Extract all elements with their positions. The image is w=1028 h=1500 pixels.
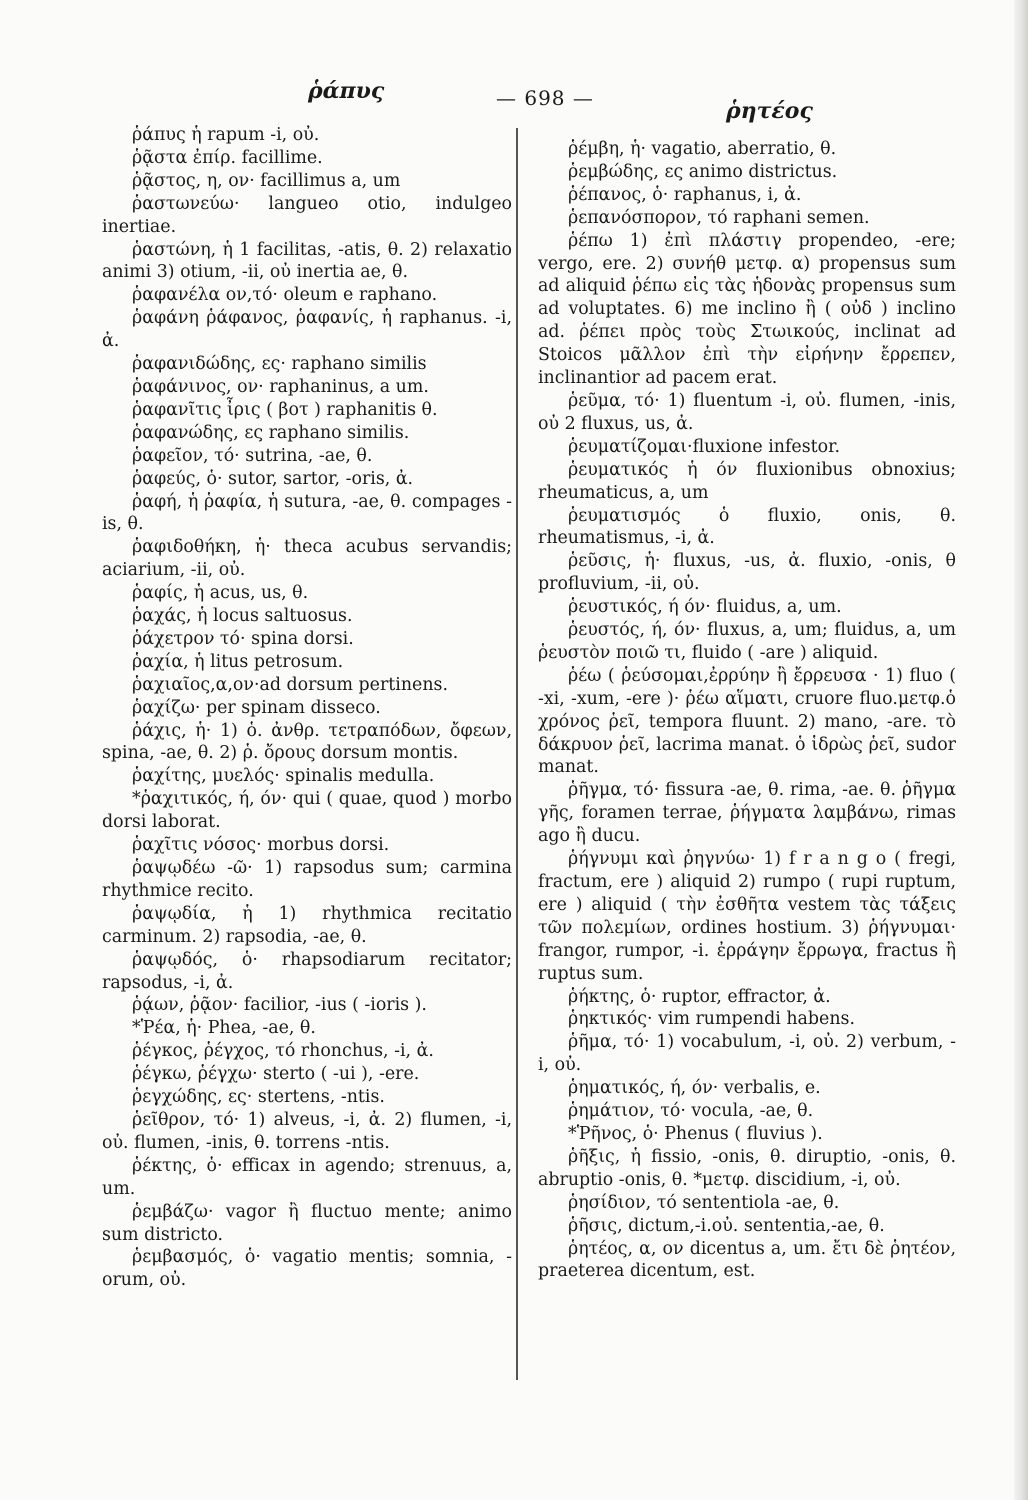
dictionary-entry: ῥαφάνη ῥάφανος, ῥαφανίς, ἡ raphanus. -i, ἀ.: [102, 308, 512, 352]
dictionary-entry: ῥεῦμα, τό· 1) fluentum -i, οὐ. flumen, -inis, οὐ 2 fluxus, us, ἀ.: [538, 390, 956, 434]
dictionary-entry: ῥέω ( ῥεύσομαι,ἐρρύην ἢ ἔρρευσα · 1) fluo ( -xi, -xum, -ere )· ῥέω αἵματι, cruore fluo.μετφ.ὁ χρόνος ῥεῖ, tempora fluunt. 2) mano, -are. τὸ δάκρυον ῥεῖ, lacrima manat. ὁ ἱδρὼς ῥεῖ, sudor manat.: [538, 665, 956, 778]
dictionary-entry: ῥάπυς ἡ rapum -i, οὐ.: [132, 125, 320, 145]
dictionary-entry: ῥαφάνινος, ον· raphaninus, a um.: [132, 376, 429, 397]
dictionary-entry: ῥαχίζω· per spinam disseco.: [132, 697, 381, 718]
dictionary-entry: ῥητέος, α, ον dicentus a, um. ἔτι δὲ ῥητέον, praeterea dicentum, est.: [538, 1238, 956, 1282]
dictionary-entry: ῥήκτης, ὁ· ruptor, effractor, ἀ.: [568, 986, 831, 1007]
right-running-headword: ῥητέος: [726, 98, 813, 124]
dictionary-entry: ῥᾷστα ἐπίρ. facillime.: [132, 147, 323, 168]
dictionary-entry: ῥάχις, ἡ· 1) ὁ. ἀνθρ. τετραπόδων, ὄφεων, spina, -ae, θ. 2) ῥ. ὄρους dorsum montis.: [102, 720, 512, 764]
dictionary-entry: ῥαφανιδώδης, ες· raphano similis: [132, 354, 427, 375]
dictionary-entry: ῥεῖθρον, τό· 1) alveus, -i, ἀ. 2) flumen, -i, οὐ. flumen, -inis, θ. torrens -ntis.: [102, 1109, 512, 1153]
dictionary-entry: ῥέγκος, ῥέγχος, τό rhonchus, -i, ἀ.: [132, 1041, 434, 1062]
dictionary-entry: ῥεῦσις, ἡ· fluxus, -us, ἀ. fluxio, -onis, θ profluvium, -ii, οὐ.: [538, 551, 956, 595]
dictionary-entry: *Ῥῆνος, ὁ· Phenus ( fluvius ).: [568, 1123, 823, 1144]
dictionary-entry: ῥεμβώδης, ες animo districtus.: [568, 161, 838, 182]
dictionary-entry: ῥαφεύς, ὁ· sutor, sartor, -oris, ἀ.: [132, 468, 414, 489]
dictionary-entry: ῥαφανέλα ον,τό· oleum e raphano.: [132, 285, 438, 306]
dictionary-entry: ῥαψῳδέω -ῶ· 1) rapsodus sum; carmina rhythmice recito.: [102, 858, 512, 901]
dictionary-entry: ῥαχίτης, μυελός· spinalis medulla.: [132, 766, 435, 787]
page-number: — 698 —: [496, 86, 594, 110]
dictionary-entry: ῥαψῳδία, ἡ 1) rhythmica recitatio carminum. 2) rapsodia, -ae, θ.: [102, 903, 512, 947]
dictionary-entry: ῥεγχώδης, ες· stertens, -ntis.: [132, 1087, 385, 1108]
dictionary-entry: ῥαστώνη, ἡ 1 facilitas, -atis, θ. 2) relaxatio animi 3) otium, -ii, οὐ inertia ae, θ.: [102, 239, 512, 283]
dictionary-entry: ῥῆγμα, τό· fissura -ae, θ. rima, -ae. θ. ῥῆγμα γῆς, foramen terrae, ῥήγματα λαμβάνω, rimas ago ἢ ducu.: [538, 780, 956, 847]
dictionary-entry: ῥευματισμός ὁ fluxio, onis, θ. rheumatismus, -i, ἀ.: [538, 505, 956, 549]
column-divider: [516, 128, 518, 1380]
dictionary-entry: ῥαφανώδης, ες raphano similis.: [132, 422, 410, 443]
right-column: [538, 138, 956, 1283]
dictionary-entry: ῥέκτης, ὁ· efficax in agendo; strenuus, a, um.: [102, 1155, 512, 1199]
dictionary-entry: ῥᾷστος, η, ον· facillimus a, um: [132, 170, 401, 191]
dictionary-entry: ῥηκτικός· vim rumpendi habens.: [568, 1009, 855, 1030]
dictionary-entry: ῥαφίς, ἡ acus, us, θ.: [132, 583, 309, 604]
dictionary-entry: ῥαχῖτις νόσος· morbus dorsi.: [132, 835, 390, 856]
dictionary-entry: ῥαφή, ἡ ῥαφία, ἡ sutura, -ae, θ. compages -is, θ.: [102, 491, 512, 535]
left-column: [102, 124, 512, 1292]
dictionary-entry: *ῥαχιτικός, ή, όν· qui ( quae, quod ) morbo dorsi laborat.: [102, 789, 512, 833]
dictionary-entry: ῥῆσις, dictum,-i.οὐ. sententia,-ae, θ.: [568, 1215, 885, 1236]
dictionary-entry: ῥαφιδοθήκη, ἡ· theca acubus servandis; aciarium, -ii, οὐ.: [102, 537, 512, 581]
dictionary-entry: ῥέμβη, ἡ· vagatio, aberratio, θ.: [568, 139, 837, 159]
dictionary-entry: ῥέγκω, ῥέγχω· sterto ( -ui ), -ere.: [132, 1064, 420, 1085]
dictionary-entry: ῥηματικός, ή, όν· verbalis, e.: [568, 1078, 821, 1099]
dictionary-entry: ῥεπανόσπορον, τό raphani semen.: [568, 207, 870, 228]
dictionary-entry: ῥαχία, ἡ litus petrosum.: [132, 651, 344, 672]
dictionary-entry: ῥαφεῖον, τό· sutrina, -ae, θ.: [132, 445, 373, 466]
dictionary-entry: ῥᾴων, ῥᾷον· facilior, -ius ( -ioris ).: [132, 995, 427, 1016]
page-edge-shadow: [1014, 0, 1028, 1500]
dictionary-entry: ῥαφανῖτις ἶρις ( βοτ ) raphanitis θ.: [132, 399, 438, 420]
dictionary-entry: ῥῆμα, τό· 1) vocabulum, -i, οὐ. 2) verbum, -i, οὐ.: [538, 1032, 956, 1076]
dictionary-entry: ῥῆξις, ἡ fissio, -onis, θ. diruptio, -onis, θ. abruptio -onis, θ. *μετφ. discidium, -i, οὐ.: [538, 1146, 956, 1190]
dictionary-entry: ῥάχετρον τό· spina dorsi.: [132, 628, 354, 649]
dictionary-entry: ῥεμβασμός, ὁ· vagatio mentis; somnia, -orum, οὐ.: [102, 1247, 512, 1291]
dictionary-entry: ῥαστωνεύω· langueo otio, indulgeo inertiae.: [102, 193, 512, 237]
dictionary-entry: ῥαψῳδός, ὁ· rhapsodiarum recitator; rapsodus, -i, ἀ.: [102, 949, 512, 993]
dictionary-entry: ῥέπω 1) ἐπὶ πλάστιγ propendeo, -ere; vergo, ere. 2) συνήθ μετφ. α) propensus sum ad aliquid ῥέπω εἰς τὰς ἡδονὰς propensus sum ad voluptates. 6) me inclino ἢ ( οὐδ ) inclino ad. ῥέπει πρὸς τοὺς Στωικούς, inclinat ad Stoicos μᾶλλον ἐπὶ τὴν εἰρήνην ἔρρεπεν, inclinantior ad pacem erat.: [538, 230, 956, 389]
left-running-headword: ῥάπυς: [308, 78, 385, 104]
dictionary-entry: ῥήγνυμι καὶ ῥηγνύω· 1) f r a n g o ( fregi, fractum, ere ) aliquid 2) rumpo ( rupi ruptum, ere ) aliquid ( τὴν ἐσθῆτα vestem τὰς τάξεις τῶν πολεμίων, ordines hostium. 3) ῥήγνυμαι· frangor, rumpor, -i. ἐρράγην ἔρρωγα, fractus ἢ ruptus sum.: [538, 849, 956, 984]
dictionary-entry: ῥευματίζομαι·fluxione infestor.: [568, 436, 841, 457]
dictionary-entry: ῥευματικός ἡ όν fluxionibus obnoxius; rheumaticus, a, um: [538, 459, 956, 503]
dictionary-entry: ῥέπανος, ὁ· raphanus, i, ἀ.: [568, 184, 802, 205]
dictionary-entry: ῥεμβάζω· vagor ἢ fluctuo mente; animo sum districto.: [102, 1201, 512, 1245]
page-header: [0, 72, 1028, 124]
dictionary-entry: ῥησίδιον, τό sententiola -ae, θ.: [568, 1192, 840, 1213]
dictionary-entry: ῥημάτιον, τό· vocula, -ae, θ.: [568, 1101, 814, 1122]
dictionary-entry: ῥαχάς, ἡ locus saltuosus.: [132, 606, 353, 627]
dictionary-entry: ῥευστικός, ή όν· fluidus, a, um.: [568, 597, 842, 618]
dictionary-entry: ῥευστός, ή, όν· fluxus, a, um; fluidus, a, um ῥευστὸν ποιῶ τι, fluido ( -are ) aliquid.: [538, 620, 956, 663]
dictionary-entry: *Ῥέα, ἡ· Phea, -ae, θ.: [132, 1018, 316, 1039]
dictionary-entry: ῥαχιαῖος,α,ον·ad dorsum pertinens.: [132, 674, 448, 695]
